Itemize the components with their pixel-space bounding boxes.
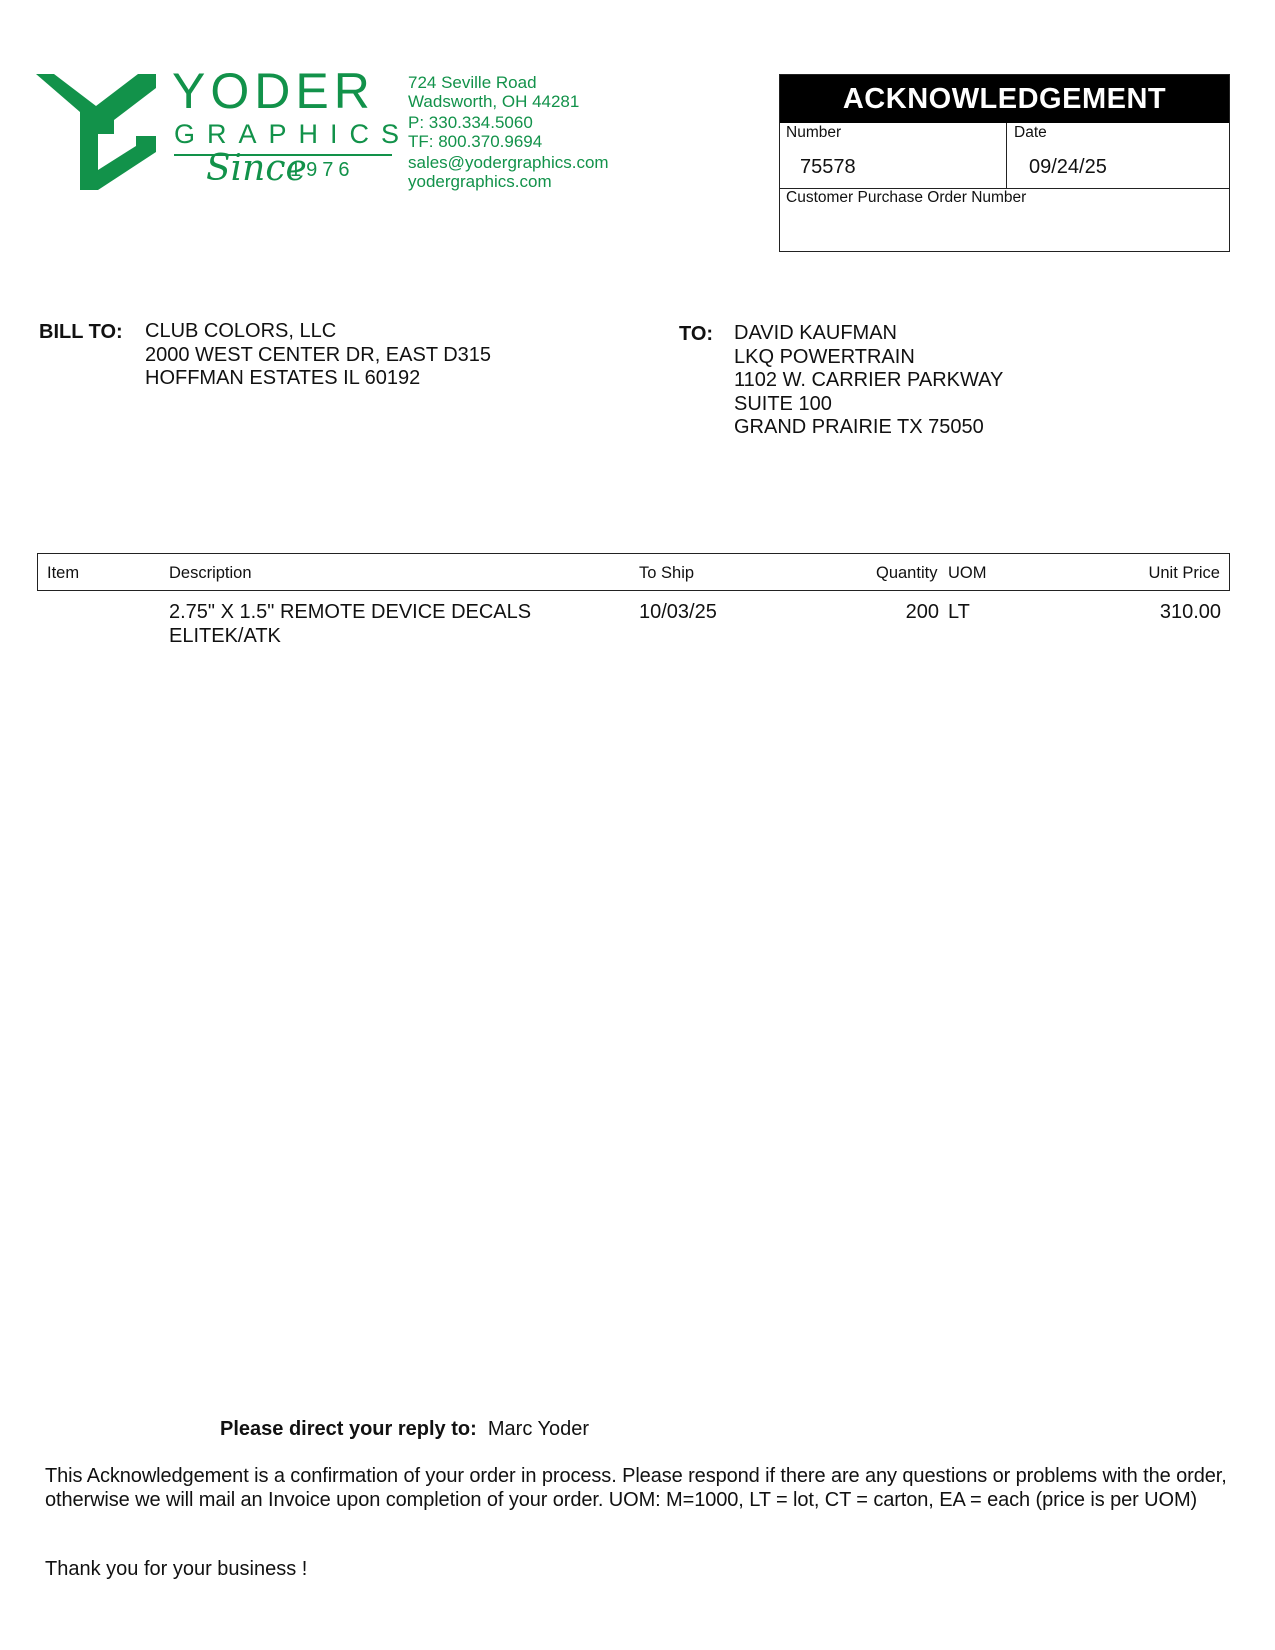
yoder-logo-mark-icon (36, 74, 156, 194)
ship-to-label: TO: (679, 323, 714, 345)
row-to-ship: 10/03/25 (639, 601, 717, 623)
company-website: yodergraphics.com (408, 171, 552, 191)
company-toll-free: TF: 800.370.9694 (408, 131, 543, 151)
items-table-header (37, 553, 1230, 591)
reply-to-line (220, 1418, 589, 1441)
ship-to-line: SUITE 100 (734, 392, 832, 415)
ack-number-label: Number (786, 124, 842, 141)
ack-date-label: Date (1014, 124, 1047, 141)
header-quantity: Quantity (876, 564, 938, 582)
ack-date-value: 09/24/25 (1029, 156, 1107, 178)
bill-to-label: BILL TO: (39, 321, 123, 343)
bill-to-line: HOFFMAN ESTATES IL 60192 (145, 367, 421, 389)
header-to-ship: To Ship (639, 564, 695, 582)
ack-po-label: Customer Purchase Order Number (786, 189, 1027, 206)
bill-to-line: CLUB COLORS, LLC (145, 320, 337, 342)
brand-name-graphics: GRAPHICS (174, 119, 412, 149)
ship-to-line: DAVID KAUFMAN (734, 322, 897, 344)
row-description-line1: 2.75" X 1.5" REMOTE DEVICE DECALS (169, 601, 532, 623)
row-description-line2: ELITEK/ATK (169, 625, 281, 647)
company-address-line1: 724 Seville Road (408, 73, 537, 92)
company-email: sales@yodergraphics.com (408, 153, 609, 172)
row-quantity: 200 (905, 601, 939, 623)
bill-to-address (145, 320, 491, 391)
reply-to-label: Please direct your reply to: (220, 1418, 477, 1440)
company-address-line2: Wadsworth, OH 44281 (408, 91, 580, 111)
thank-you-note: Thank you for your business ! (45, 1558, 308, 1580)
acknowledgement-title: ACKNOWLEDGEMENT (780, 75, 1229, 123)
header-description: Description (169, 564, 252, 582)
ack-number-value: 75578 (800, 156, 856, 178)
company-phone: P: 330.334.5060 (408, 113, 533, 132)
ship-to-line: 1102 W. CARRIER PARKWAY (734, 369, 1004, 391)
brand-since-script: Since (206, 148, 307, 189)
brand-since-year: 1976 (290, 159, 355, 181)
ship-to-address (734, 322, 1003, 440)
header-unit-price: Unit Price (1148, 564, 1220, 582)
reply-to-name: Marc Yoder (487, 1418, 590, 1440)
company-contact-block (408, 74, 609, 191)
bill-to-line: 2000 WEST CENTER DR, EAST D315 (145, 343, 492, 366)
ack-column-divider (1006, 123, 1007, 188)
ship-to-line: GRAND PRAIRIE TX 75050 (734, 416, 984, 438)
row-unit-price: 310.00 (1159, 601, 1221, 623)
ship-to-line: LKQ POWERTRAIN (734, 345, 915, 368)
brand-name-yoder: YODER (172, 63, 375, 119)
acknowledgement-notice: This Acknowledgement is a confirmation of your order in process. Please respond if there are any questions or problems with the order, otherwise we will mail an Invoice upon completion of your order. UOM: M=1000, LT = lot, CT = carton, EA = each (price is per UOM) (45, 1465, 1227, 1511)
acknowledgement-box (779, 74, 1230, 252)
header-uom: UOM (948, 564, 987, 582)
header-item: Item (47, 564, 80, 582)
row-uom: LT (948, 601, 970, 623)
